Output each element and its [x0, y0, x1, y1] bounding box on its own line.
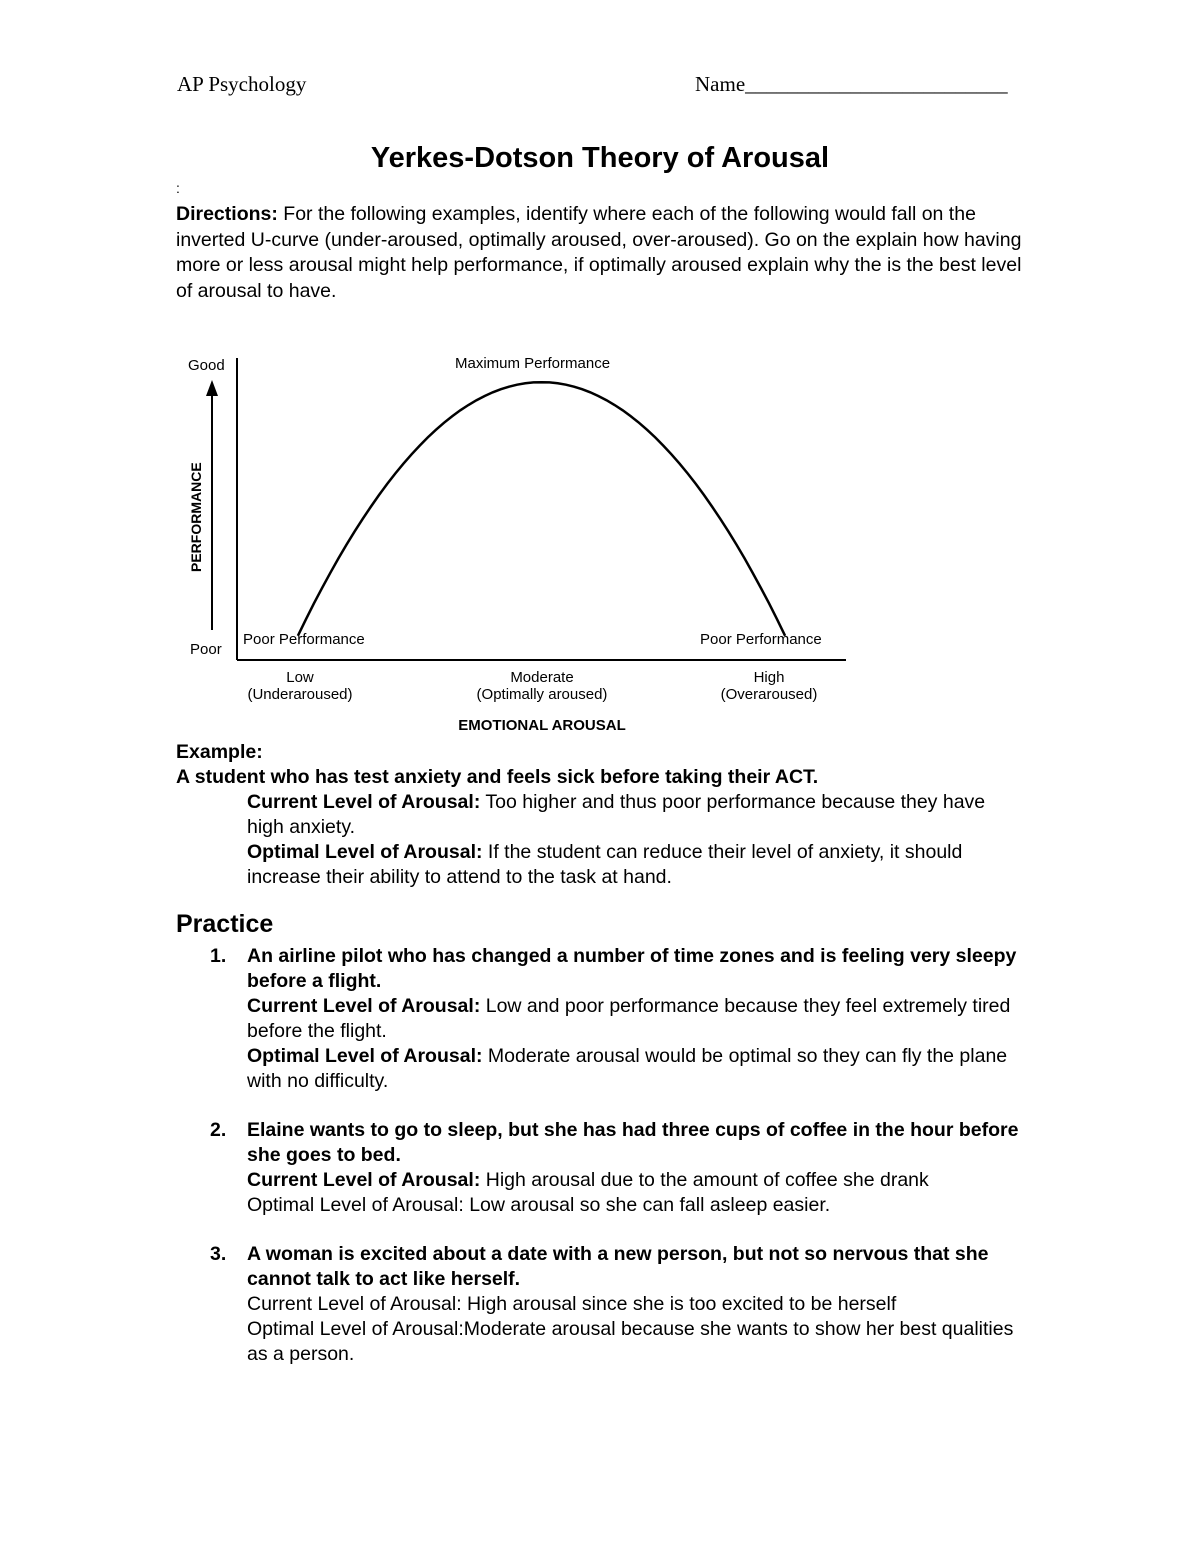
directions-paragraph: [176, 202, 1026, 304]
practice-item-prompt: Elaine wants to go to sleep, but she has had three cups of coffee in the hour before she goes to bed.: [247, 1119, 1019, 1166]
x-tick-moderate: Moderate: [510, 669, 574, 686]
yerkes-dodson-chart: [170, 340, 860, 740]
example-optimal-label: Optimal Level of Arousal:: [247, 841, 483, 863]
annotation-poor-performance-left: Poor Performance: [243, 631, 365, 648]
page-title: Yerkes-Dotson Theory of Arousal: [370, 142, 830, 174]
example-section: [176, 740, 818, 790]
example-heading: Example:: [176, 741, 263, 763]
practice-item-prompt: A woman is excited about a date with a new person, but not so nervous that she cannot talk to act like herself.: [247, 1243, 989, 1290]
optimal-label: Optimal Level of Arousal:: [247, 1045, 483, 1067]
y-tick-poor: Poor: [190, 641, 222, 658]
current-label: Current Level of Arousal:: [247, 1169, 481, 1191]
example-optimal: [247, 840, 1026, 890]
practice-item-prompt: An airline pilot who has changed a number of time zones and is feeling very sleepy before a flight.: [247, 945, 1017, 992]
practice-item-current: Current Level of Arousal: High arousal since she is too excited to be herself: [247, 1293, 897, 1315]
practice-item-number: 1.: [210, 945, 227, 967]
practice-item-number: 2.: [210, 1119, 227, 1141]
x-axis-label: EMOTIONAL AROUSAL: [458, 717, 626, 734]
example-prompt: A student who has test anxiety and feels sick before taking their ACT.: [176, 766, 819, 788]
practice-item-2: [176, 1118, 1026, 1218]
x-tick-low: Low: [286, 669, 314, 686]
directions-label: Directions:: [176, 203, 278, 225]
example-current-label: Current Level of Arousal:: [247, 791, 481, 813]
practice-item-optimal: Optimal Level of Arousal:Moderate arousal because she wants to show her best qualities as a person.: [247, 1318, 1014, 1365]
x-tick-low-sub: (Underaroused): [247, 686, 353, 703]
directions-text: For the following examples, identify where each of the following would fall on the inverted U-curve (under-aroused, optimally aroused, over-aroused). Go on the explain how having more or less arousal might help performance, if optimally aroused explain why the is the best level of arousal to have.: [176, 203, 1022, 302]
practice-item-3: [176, 1242, 1026, 1367]
performance-arrow-head: [206, 380, 218, 396]
current-text: Low and poor performance because they feel extremely tired before the flight.: [247, 995, 1011, 1042]
practice-item-1: [176, 944, 1026, 1094]
optimal-text: Moderate arousal would be optimal so they can fly the plane with no difficulty.: [247, 1045, 1008, 1092]
practice-item-number: 3.: [210, 1243, 227, 1265]
example-optimal-text: If the student can reduce their level of anxiety, it should increase their ability to attend to the task at hand.: [247, 841, 963, 888]
example-answers: [176, 790, 1026, 890]
annotation-poor-performance-right: Poor Performance: [700, 631, 822, 648]
stray-colon: :: [176, 180, 180, 196]
y-tick-good: Good: [188, 357, 225, 374]
y-axis-label: PERFORMANCE: [188, 462, 204, 572]
x-tick-moderate-sub: (Optimally aroused): [476, 686, 608, 703]
practice-item-current: [247, 994, 1026, 1044]
practice-item-optimal: [247, 1044, 1026, 1094]
course-name: AP Psychology: [177, 72, 307, 96]
student-name-field: Name_________________________: [695, 72, 1008, 96]
example-current-text: Too higher and thus poor performance because they have high anxiety.: [247, 791, 986, 838]
example-current: [247, 790, 1026, 840]
practice-item-optimal: Optimal Level of Arousal: Low arousal so she can fall asleep easier.: [247, 1194, 831, 1216]
annotation-max-performance: Maximum Performance: [455, 355, 611, 372]
practice-heading: Practice: [176, 910, 274, 938]
x-tick-high-sub: (Overaroused): [720, 686, 818, 703]
x-tick-high: High: [753, 669, 785, 686]
inverted-u-curve: [298, 382, 785, 636]
current-label: Current Level of Arousal:: [247, 995, 481, 1017]
practice-item-current: [247, 1168, 1026, 1193]
current-text: High arousal due to the amount of coffee she drank: [480, 1169, 929, 1191]
